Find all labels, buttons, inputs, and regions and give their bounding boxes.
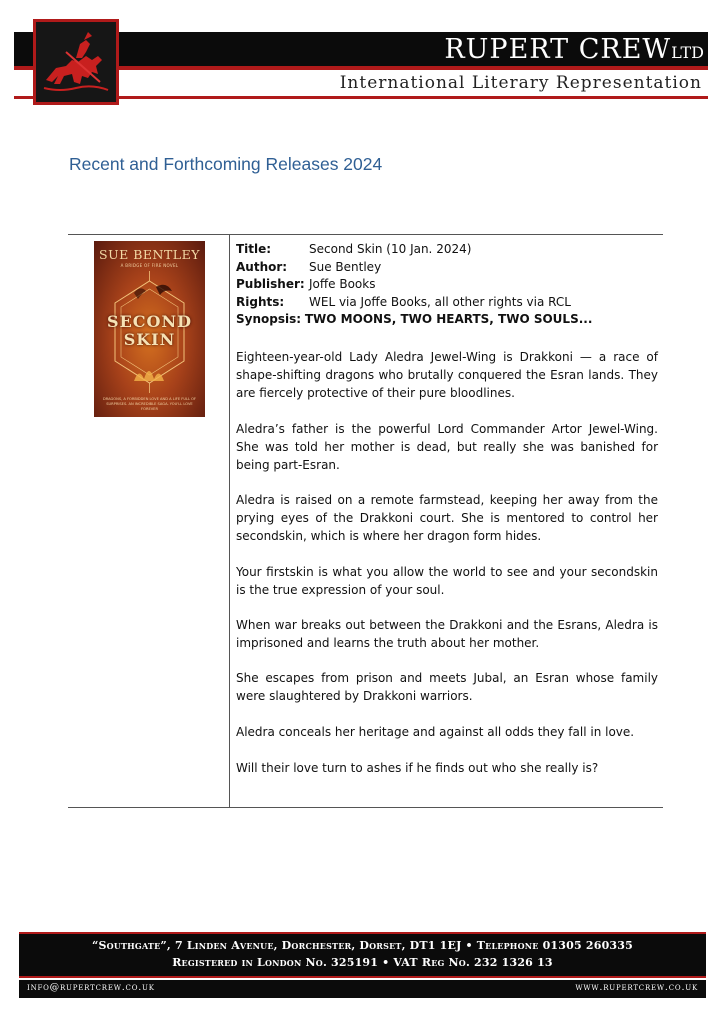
- title-row: [236, 241, 660, 259]
- rights-label: Rights:: [236, 294, 285, 309]
- publisher-row: [236, 276, 660, 294]
- synopsis-paragraph: Will their love turn to ashes if he finds out who she really is?: [236, 761, 599, 775]
- synopsis-paragraph: Aledra is raised on a remote farmstead, keeping her away from the prying eyes of the Drakkoni court. She is mentored to control her secondskin, which is where her dragon form hides.: [236, 493, 658, 543]
- rights-value: WEL via Joffe Books, all other rights via RCL: [309, 294, 571, 309]
- footer-mid-stripe: [19, 976, 706, 978]
- table-top-rule: [68, 234, 663, 235]
- horse-rider-logo-icon: [33, 19, 119, 105]
- synopsis-row: [236, 311, 660, 329]
- synopsis-paragraph: Aledra conceals her heritage and against all odds they fall in love.: [236, 725, 635, 739]
- author-value: Sue Bentley: [309, 259, 382, 274]
- cover-series: A BRIDGE OF FIRE NOVEL: [120, 263, 179, 268]
- page-title: Recent and Forthcoming Releases 2024: [69, 154, 383, 174]
- synopsis-paragraph: Eighteen-year-old Lady Aledra Jewel-Wing is Drakkoni — a race of shape-shifting dragons who brutally conquered the Esran lands. They are fiercely protective of their pure bloodlines.: [236, 350, 658, 400]
- table-column-divider: [229, 234, 230, 808]
- synopsis-paragraph: She escapes from prison and meets Jubal, an Esran whose family were slaughtered by Drakkoni warriors.: [236, 671, 658, 703]
- book-details: [236, 241, 660, 329]
- title-value: Second Skin (10 Jan. 2024): [309, 242, 472, 256]
- synopsis-tagline: TWO MOONS, TWO HEARTS, TWO SOULS...: [304, 312, 593, 326]
- synopsis-paragraph: When war breaks out between the Drakkoni and the Esrans, Aledra is imprisoned and learns the truth about her mother.: [236, 618, 658, 650]
- company-name: RUPERT CREWLTD: [444, 34, 704, 65]
- cover-title: [94, 313, 205, 349]
- publisher-label: Publisher:: [236, 277, 305, 291]
- publisher-value: Joffe Books: [309, 277, 376, 291]
- footer-address: “Southgate”, 7 Linden Avenue, Dorchester, Dorset, DT1 1EJ • Telephone 01305 260335: [91, 939, 633, 952]
- footer-registration: Registered in London No. 325191 • VAT Reg No. 232 1326 13: [172, 956, 553, 969]
- cover-title-line2: SKIN: [123, 330, 176, 349]
- footer-email-link[interactable]: info@rupertcrew.co.uk: [27, 982, 155, 993]
- table-bottom-rule: [68, 807, 663, 808]
- author-label: Author:: [236, 259, 288, 274]
- synopsis-label: Synopsis:: [236, 312, 302, 326]
- title-label: Title:: [236, 242, 272, 256]
- rights-row: [236, 294, 660, 312]
- footer-website-link[interactable]: www.rupertcrew.co.uk: [575, 982, 698, 993]
- synopsis-paragraph: Your firstskin is what you allow the world to see and your secondskin is the true expression of your soul.: [236, 565, 658, 597]
- synopsis-paragraph: Aledra’s father is the powerful Lord Commander Artor Jewel-Wing. She was told her mother is dead, but really she was banished for being part-Esran.: [236, 422, 658, 472]
- company-suffix: LTD: [671, 43, 704, 62]
- company-tagline: International Literary Representation: [339, 73, 702, 93]
- cover-blurb: DRAGONS, A FORBIDDEN LOVE AND A LIFE FULL OF SURPRISES. AN INCREDIBLE SAGA. YOU'LL LOVE FOREVER: [103, 397, 196, 411]
- cover-title-line1: SECOND: [107, 312, 192, 331]
- cover-author: SUE BENTLEY: [99, 247, 200, 262]
- author-row: [236, 259, 660, 277]
- book-cover-image: [94, 241, 205, 417]
